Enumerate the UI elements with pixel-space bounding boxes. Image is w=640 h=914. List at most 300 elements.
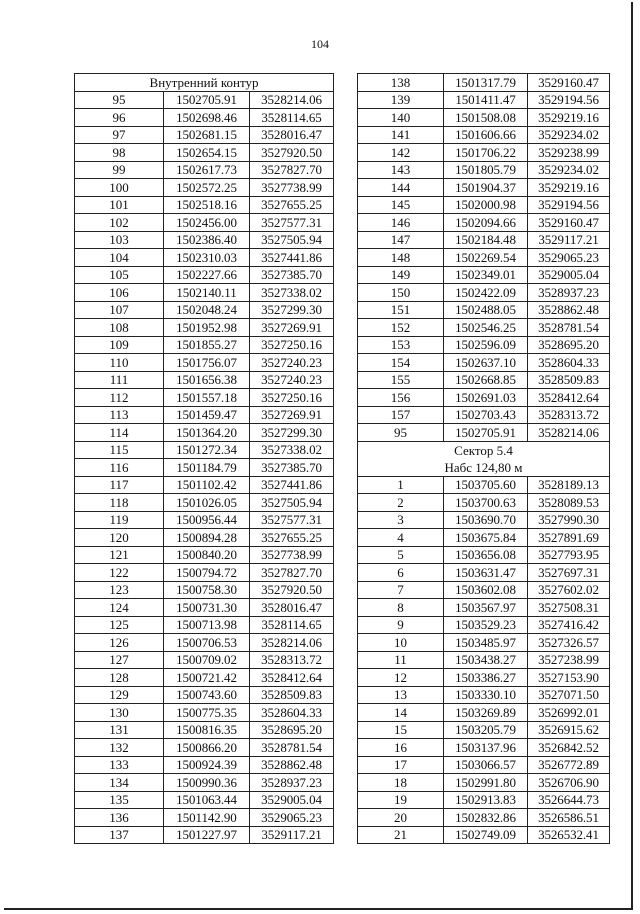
- y-coordinate-cell: 3527655.25: [250, 529, 334, 547]
- table-row: [358, 756, 610, 774]
- table-row: [75, 144, 334, 162]
- y-coordinate-cell: 3527441.86: [250, 476, 334, 494]
- y-coordinate-cell: 3526772.89: [528, 756, 610, 774]
- x-coordinate-cell: 1503567.97: [444, 599, 528, 617]
- table-row: [75, 546, 334, 564]
- y-coordinate-cell: 3527577.31: [250, 214, 334, 232]
- y-coordinate-cell: 3528214.06: [250, 634, 334, 652]
- table-row: [358, 651, 610, 669]
- x-coordinate-cell: 1502913.83: [444, 791, 528, 809]
- y-coordinate-cell: 3529194.56: [528, 91, 610, 109]
- table-row: [358, 336, 610, 354]
- x-coordinate-cell: 1503438.27: [444, 651, 528, 669]
- table-row: [358, 74, 610, 92]
- table-row: [75, 476, 334, 494]
- table-row: [358, 406, 610, 424]
- point-number-cell: 144: [358, 179, 444, 197]
- y-coordinate-cell: 3527697.31: [528, 564, 610, 582]
- point-number-cell: 10: [358, 634, 444, 652]
- y-coordinate-cell: 3529234.02: [528, 161, 610, 179]
- point-number-cell: 138: [358, 74, 444, 92]
- y-coordinate-cell: 3528937.23: [250, 774, 334, 792]
- table-row: [75, 756, 334, 774]
- x-coordinate-cell: 1501364.20: [164, 424, 250, 442]
- x-coordinate-cell: 1500840.20: [164, 546, 250, 564]
- point-number-cell: 145: [358, 196, 444, 214]
- table-row: [358, 179, 610, 197]
- table-row: [75, 599, 334, 617]
- table-row: [75, 196, 334, 214]
- table-row: [75, 91, 334, 109]
- point-number-cell: 117: [75, 476, 164, 494]
- x-coordinate-cell: 1501805.79: [444, 161, 528, 179]
- y-coordinate-cell: 3529117.21: [250, 826, 334, 844]
- y-coordinate-cell: 3527891.69: [528, 529, 610, 547]
- y-coordinate-cell: 3527299.30: [250, 424, 334, 442]
- point-number-cell: 9: [358, 616, 444, 634]
- x-coordinate-cell: 1502749.09: [444, 826, 528, 844]
- y-coordinate-cell: 3527505.94: [250, 231, 334, 249]
- x-coordinate-cell: 1503330.10: [444, 686, 528, 704]
- table-row: [75, 634, 334, 652]
- x-coordinate-cell: 1502518.16: [164, 196, 250, 214]
- x-coordinate-cell: 1502048.24: [164, 301, 250, 319]
- y-coordinate-cell: 3527153.90: [528, 669, 610, 687]
- point-number-cell: 154: [358, 354, 444, 372]
- y-coordinate-cell: 3527240.23: [250, 354, 334, 372]
- table-row: [358, 494, 610, 512]
- table-row: [75, 336, 334, 354]
- x-coordinate-cell: 1502596.09: [444, 336, 528, 354]
- point-number-cell: 6: [358, 564, 444, 582]
- point-number-cell: 114: [75, 424, 164, 442]
- y-coordinate-cell: 3528214.06: [250, 91, 334, 109]
- table-row: [75, 564, 334, 582]
- x-coordinate-cell: 1501508.08: [444, 109, 528, 127]
- table-row: [358, 319, 610, 337]
- y-coordinate-cell: 3527071.50: [528, 686, 610, 704]
- x-coordinate-cell: 1501142.90: [164, 809, 250, 827]
- x-coordinate-cell: 1501855.27: [164, 336, 250, 354]
- table-row: [75, 284, 334, 302]
- table-row: [358, 231, 610, 249]
- table-row: [75, 581, 334, 599]
- y-coordinate-cell: 3527385.70: [250, 459, 334, 477]
- x-coordinate-cell: 1500743.60: [164, 686, 250, 704]
- point-number-cell: 100: [75, 179, 164, 197]
- point-number-cell: 14: [358, 704, 444, 722]
- table-row: [75, 214, 334, 232]
- y-coordinate-cell: 3529160.47: [528, 214, 610, 232]
- y-coordinate-cell: 3527416.42: [528, 616, 610, 634]
- table-row: [358, 704, 610, 722]
- y-coordinate-cell: 3526706.90: [528, 774, 610, 792]
- table-row: [358, 774, 610, 792]
- x-coordinate-cell: 1501411.47: [444, 91, 528, 109]
- x-coordinate-cell: 1501656.38: [164, 371, 250, 389]
- point-number-cell: 12: [358, 669, 444, 687]
- x-coordinate-cell: 1500709.02: [164, 651, 250, 669]
- y-coordinate-cell: 3527508.31: [528, 599, 610, 617]
- y-coordinate-cell: 3527326.57: [528, 634, 610, 652]
- y-coordinate-cell: 3528189.13: [528, 476, 610, 494]
- y-coordinate-cell: 3527240.23: [250, 371, 334, 389]
- table-row: [358, 144, 610, 162]
- y-coordinate-cell: 3529194.56: [528, 196, 610, 214]
- x-coordinate-cell: 1501317.79: [444, 74, 528, 92]
- point-number-cell: 97: [75, 126, 164, 144]
- x-coordinate-cell: 1502456.00: [164, 214, 250, 232]
- table-row: [358, 809, 610, 827]
- x-coordinate-cell: 1503137.96: [444, 739, 528, 757]
- point-number-cell: 127: [75, 651, 164, 669]
- point-number-cell: 20: [358, 809, 444, 827]
- y-coordinate-cell: 3529065.23: [528, 249, 610, 267]
- table-row: [75, 109, 334, 127]
- x-coordinate-cell: 1502184.48: [444, 231, 528, 249]
- table-row: [358, 126, 610, 144]
- y-coordinate-cell: 3527602.02: [528, 581, 610, 599]
- table-row: [358, 686, 610, 704]
- table-row: [75, 126, 334, 144]
- point-number-cell: 139: [358, 91, 444, 109]
- point-number-cell: 131: [75, 721, 164, 739]
- table-row: [75, 774, 334, 792]
- table-row: [358, 476, 610, 494]
- x-coordinate-cell: 1500894.28: [164, 529, 250, 547]
- section-title: Сектор 5.4: [358, 441, 610, 459]
- y-coordinate-cell: 3526586.51: [528, 809, 610, 827]
- table-row: [75, 179, 334, 197]
- x-coordinate-cell: 1501102.42: [164, 476, 250, 494]
- x-coordinate-cell: 1501904.37: [444, 179, 528, 197]
- y-coordinate-cell: 3527441.86: [250, 249, 334, 267]
- y-coordinate-cell: 3528509.83: [528, 371, 610, 389]
- x-coordinate-cell: 1502422.09: [444, 284, 528, 302]
- table-row: [358, 634, 610, 652]
- y-coordinate-cell: 3527990.30: [528, 511, 610, 529]
- point-number-cell: 147: [358, 231, 444, 249]
- table-row: [75, 791, 334, 809]
- x-coordinate-cell: 1500816.35: [164, 721, 250, 739]
- table-row: [358, 371, 610, 389]
- y-coordinate-cell: 3528862.48: [528, 301, 610, 319]
- y-coordinate-cell: 3528937.23: [528, 284, 610, 302]
- x-coordinate-cell: 1502617.73: [164, 161, 250, 179]
- x-coordinate-cell: 1502000.98: [444, 196, 528, 214]
- x-coordinate-cell: 1502705.91: [164, 91, 250, 109]
- y-coordinate-cell: 3528412.64: [528, 389, 610, 407]
- y-coordinate-cell: 3527920.50: [250, 144, 334, 162]
- y-coordinate-cell: 3527250.16: [250, 389, 334, 407]
- y-coordinate-cell: 3528214.06: [528, 424, 610, 442]
- point-number-cell: 134: [75, 774, 164, 792]
- x-coordinate-cell: 1501272.34: [164, 441, 250, 459]
- x-coordinate-cell: 1502832.86: [444, 809, 528, 827]
- point-number-cell: 133: [75, 756, 164, 774]
- y-coordinate-cell: 3528114.65: [250, 616, 334, 634]
- point-number-cell: 136: [75, 809, 164, 827]
- table-row: [75, 511, 334, 529]
- x-coordinate-cell: 1502140.11: [164, 284, 250, 302]
- point-number-cell: 141: [358, 126, 444, 144]
- table-row: [358, 546, 610, 564]
- point-number-cell: 99: [75, 161, 164, 179]
- x-coordinate-cell: 1500775.35: [164, 704, 250, 722]
- table-row: [358, 616, 610, 634]
- point-number-cell: 102: [75, 214, 164, 232]
- point-number-cell: 146: [358, 214, 444, 232]
- point-number-cell: 96: [75, 109, 164, 127]
- x-coordinate-cell: 1503386.27: [444, 669, 528, 687]
- x-coordinate-cell: 1501557.18: [164, 389, 250, 407]
- table-row: [358, 581, 610, 599]
- point-number-cell: 121: [75, 546, 164, 564]
- point-number-cell: 123: [75, 581, 164, 599]
- table-row: [358, 266, 610, 284]
- table-row: [358, 564, 610, 582]
- right-coordinate-table: [357, 73, 610, 844]
- y-coordinate-cell: 3528695.20: [250, 721, 334, 739]
- table-row: [358, 249, 610, 267]
- point-number-cell: 150: [358, 284, 444, 302]
- table-row: [75, 406, 334, 424]
- table-row: [75, 494, 334, 512]
- x-coordinate-cell: 1503485.97: [444, 634, 528, 652]
- point-number-cell: 115: [75, 441, 164, 459]
- table-row: [75, 249, 334, 267]
- y-coordinate-cell: 3528313.72: [528, 406, 610, 424]
- table-row: [75, 809, 334, 827]
- x-coordinate-cell: 1500924.39: [164, 756, 250, 774]
- point-number-cell: 11: [358, 651, 444, 669]
- point-number-cell: 152: [358, 319, 444, 337]
- point-number-cell: 105: [75, 266, 164, 284]
- y-coordinate-cell: 3527577.31: [250, 511, 334, 529]
- point-number-cell: 3: [358, 511, 444, 529]
- table-row: [358, 791, 610, 809]
- point-number-cell: 118: [75, 494, 164, 512]
- y-coordinate-cell: 3528695.20: [528, 336, 610, 354]
- table-row: [75, 739, 334, 757]
- y-coordinate-cell: 3527269.91: [250, 406, 334, 424]
- table-row: [358, 424, 610, 442]
- point-number-cell: 148: [358, 249, 444, 267]
- x-coordinate-cell: 1503705.60: [444, 476, 528, 494]
- table-row: [358, 91, 610, 109]
- y-coordinate-cell: 3529219.16: [528, 179, 610, 197]
- x-coordinate-cell: 1500713.98: [164, 616, 250, 634]
- point-number-cell: 104: [75, 249, 164, 267]
- point-number-cell: 21: [358, 826, 444, 844]
- x-coordinate-cell: 1501606.66: [444, 126, 528, 144]
- y-coordinate-cell: 3528313.72: [250, 651, 334, 669]
- x-coordinate-cell: 1503700.63: [444, 494, 528, 512]
- table-row: [75, 459, 334, 477]
- point-number-cell: 132: [75, 739, 164, 757]
- x-coordinate-cell: 1500721.42: [164, 669, 250, 687]
- x-coordinate-cell: 1503529.23: [444, 616, 528, 634]
- y-coordinate-cell: 3526644.73: [528, 791, 610, 809]
- table-row: [75, 266, 334, 284]
- x-coordinate-cell: 1503656.08: [444, 546, 528, 564]
- x-coordinate-cell: 1500758.30: [164, 581, 250, 599]
- point-number-cell: 17: [358, 756, 444, 774]
- y-coordinate-cell: 3529234.02: [528, 126, 610, 144]
- table-row: [358, 511, 610, 529]
- y-coordinate-cell: 3527299.30: [250, 301, 334, 319]
- y-coordinate-cell: 3529005.04: [528, 266, 610, 284]
- x-coordinate-cell: 1502572.25: [164, 179, 250, 197]
- y-coordinate-cell: 3529160.47: [528, 74, 610, 92]
- y-coordinate-cell: 3527920.50: [250, 581, 334, 599]
- x-coordinate-cell: 1503602.08: [444, 581, 528, 599]
- section-title-row: [358, 441, 610, 459]
- y-coordinate-cell: 3528781.54: [250, 739, 334, 757]
- x-coordinate-cell: 1501227.97: [164, 826, 250, 844]
- table-row: [75, 686, 334, 704]
- table-row: [358, 284, 610, 302]
- table-row: [75, 354, 334, 372]
- y-coordinate-cell: 3527738.99: [250, 546, 334, 564]
- y-coordinate-cell: 3526915.62: [528, 721, 610, 739]
- table-row: [75, 721, 334, 739]
- y-coordinate-cell: 3527250.16: [250, 336, 334, 354]
- table-row: [75, 389, 334, 407]
- table-row: [75, 529, 334, 547]
- table-row: [75, 319, 334, 337]
- x-coordinate-cell: 1500706.53: [164, 634, 250, 652]
- y-coordinate-cell: 3529065.23: [250, 809, 334, 827]
- x-coordinate-cell: 1501952.98: [164, 319, 250, 337]
- x-coordinate-cell: 1500731.30: [164, 599, 250, 617]
- y-coordinate-cell: 3528114.65: [250, 109, 334, 127]
- point-number-cell: 8: [358, 599, 444, 617]
- y-coordinate-cell: 3529219.16: [528, 109, 610, 127]
- y-coordinate-cell: 3527505.94: [250, 494, 334, 512]
- point-number-cell: 5: [358, 546, 444, 564]
- table-row: [75, 371, 334, 389]
- table-row: [358, 214, 610, 232]
- table-row: [358, 529, 610, 547]
- point-number-cell: 125: [75, 616, 164, 634]
- point-number-cell: 120: [75, 529, 164, 547]
- point-number-cell: 124: [75, 599, 164, 617]
- table-row: [75, 161, 334, 179]
- point-number-cell: 108: [75, 319, 164, 337]
- point-number-cell: 113: [75, 406, 164, 424]
- x-coordinate-cell: 1502991.80: [444, 774, 528, 792]
- x-coordinate-cell: 1503675.84: [444, 529, 528, 547]
- x-coordinate-cell: 1501063.44: [164, 791, 250, 809]
- x-coordinate-cell: 1501459.47: [164, 406, 250, 424]
- point-number-cell: 119: [75, 511, 164, 529]
- y-coordinate-cell: 3529238.99: [528, 144, 610, 162]
- table-row: [358, 196, 610, 214]
- x-coordinate-cell: 1502668.85: [444, 371, 528, 389]
- point-number-cell: 107: [75, 301, 164, 319]
- point-number-cell: 135: [75, 791, 164, 809]
- x-coordinate-cell: 1502094.66: [444, 214, 528, 232]
- x-coordinate-cell: 1501184.79: [164, 459, 250, 477]
- point-number-cell: 143: [358, 161, 444, 179]
- x-coordinate-cell: 1503205.79: [444, 721, 528, 739]
- x-coordinate-cell: 1503631.47: [444, 564, 528, 582]
- table-row: [358, 389, 610, 407]
- point-number-cell: 122: [75, 564, 164, 582]
- y-coordinate-cell: 3528862.48: [250, 756, 334, 774]
- point-number-cell: 13: [358, 686, 444, 704]
- point-number-cell: 18: [358, 774, 444, 792]
- point-number-cell: 111: [75, 371, 164, 389]
- point-number-cell: 95: [75, 91, 164, 109]
- x-coordinate-cell: 1502310.03: [164, 249, 250, 267]
- point-number-cell: 95: [358, 424, 444, 442]
- point-number-cell: 101: [75, 196, 164, 214]
- table-row: [358, 161, 610, 179]
- x-coordinate-cell: 1502546.25: [444, 319, 528, 337]
- point-number-cell: 155: [358, 371, 444, 389]
- section-subtitle-row: [358, 459, 610, 477]
- point-number-cell: 98: [75, 144, 164, 162]
- y-coordinate-cell: 3528604.33: [250, 704, 334, 722]
- point-number-cell: 109: [75, 336, 164, 354]
- table-row: [358, 354, 610, 372]
- point-number-cell: 129: [75, 686, 164, 704]
- x-coordinate-cell: 1503269.89: [444, 704, 528, 722]
- point-number-cell: 1: [358, 476, 444, 494]
- point-number-cell: 110: [75, 354, 164, 372]
- x-coordinate-cell: 1503690.70: [444, 511, 528, 529]
- x-coordinate-cell: 1502488.05: [444, 301, 528, 319]
- table-row: [75, 651, 334, 669]
- point-number-cell: 128: [75, 669, 164, 687]
- page-number: 104: [311, 37, 329, 51]
- x-coordinate-cell: 1503066.57: [444, 756, 528, 774]
- table-row: [75, 301, 334, 319]
- point-number-cell: 149: [358, 266, 444, 284]
- table-row: [75, 424, 334, 442]
- point-number-cell: 15: [358, 721, 444, 739]
- y-coordinate-cell: 3528016.47: [250, 126, 334, 144]
- point-number-cell: 112: [75, 389, 164, 407]
- section-subtitle: Набс 124,80 м: [358, 459, 610, 477]
- table-row: [75, 669, 334, 687]
- table-row: [358, 826, 610, 844]
- y-coordinate-cell: 3528016.47: [250, 599, 334, 617]
- point-number-cell: 157: [358, 406, 444, 424]
- x-coordinate-cell: 1501026.05: [164, 494, 250, 512]
- point-number-cell: 130: [75, 704, 164, 722]
- y-coordinate-cell: 3527655.25: [250, 196, 334, 214]
- x-coordinate-cell: 1502698.46: [164, 109, 250, 127]
- y-coordinate-cell: 3527338.02: [250, 441, 334, 459]
- x-coordinate-cell: 1502349.01: [444, 266, 528, 284]
- x-coordinate-cell: 1502681.15: [164, 126, 250, 144]
- table-row: [358, 301, 610, 319]
- y-coordinate-cell: 3528604.33: [528, 354, 610, 372]
- point-number-cell: 7: [358, 581, 444, 599]
- y-coordinate-cell: 3528089.53: [528, 494, 610, 512]
- point-number-cell: 116: [75, 459, 164, 477]
- x-coordinate-cell: 1501706.22: [444, 144, 528, 162]
- point-number-cell: 142: [358, 144, 444, 162]
- table-row: [358, 109, 610, 127]
- table-row: [358, 739, 610, 757]
- y-coordinate-cell: 3527238.99: [528, 651, 610, 669]
- y-coordinate-cell: 3526992.01: [528, 704, 610, 722]
- left-table-header-row: [75, 74, 334, 92]
